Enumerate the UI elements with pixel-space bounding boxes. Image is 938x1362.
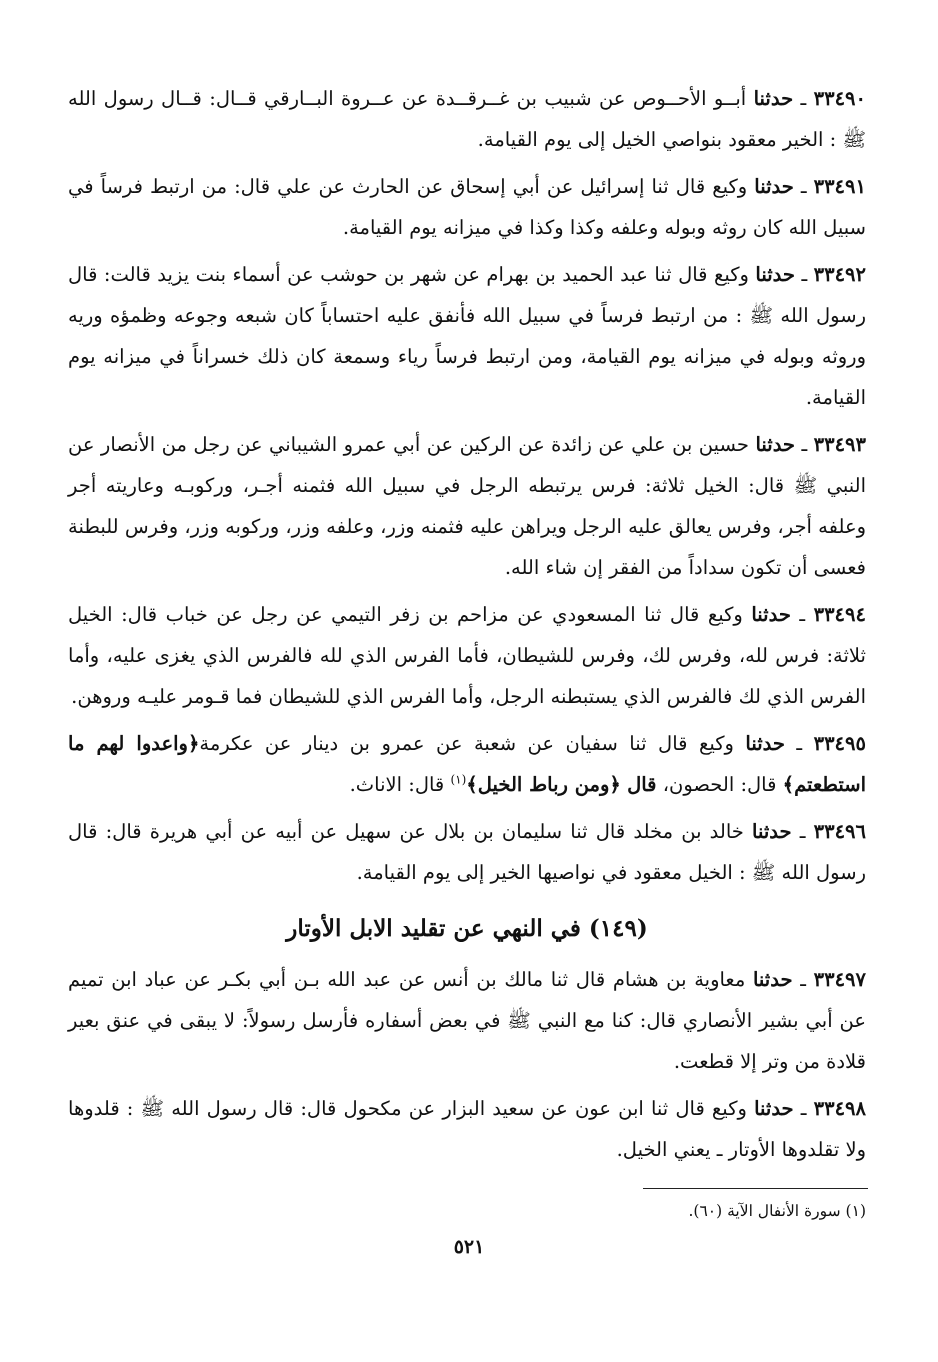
hadith-number: ٣٣٤٩٦ [813,820,866,843]
hadith-keyword: حدثنا [755,263,795,286]
hadith-33497: ٣٣٤٩٧ ـ حدثنا معاوية بن هشام قال ثنا مالك بن أنس عن عبد الله بـن أبي بكـر عن عباد ابن تميم عن أبي بشير الأنصاري قال: كنا مع النبي ﷺ في بعض أسفاره فأرسل رسولاً: لا يبقى في عنق بعير قلادة من وتر إلا قطعت. [68,968,866,1073]
hadith-33496: ٣٣٤٩٦ ـ حدثنا خالد بن مخلد قال ثنا سليمان بن بلال عن سهيل عن أبيه عن أبي هريرة قال: قال رسول الله ﷺ : الخيل معقود في نواصيها الخير إلى يوم القيامة. [68,820,866,884]
quran-verse: ﴿واعدوا لهم ما استطعتم﴾ [68,732,866,796]
hadith-keyword: حدثنا [752,820,792,843]
hadith-number: ٣٣٤٩٧ [813,968,866,991]
hadith-keyword: حدثنا [745,732,785,755]
hadith-keyword: حدثنا [754,1097,794,1120]
hadith-text: معاوية بن هشام قال ثنا مالك بن أنس عن عبد الله بـن أبي بكـر عن عباد ابن تميم عن أبي بشير الأنصاري قال: كنا مع النبي ﷺ في بعض أسفاره فأرسل رسولاً: لا يبقى في عنق بعير قلادة من وتر إلا قطعت. [68,968,866,1073]
chapter-title: (١٤٩) في النهي عن تقليد الابل الأوتار [286,915,648,942]
hadith-33494: ٣٣٤٩٤ ـ حدثنا وكيع قال ثنا المسعودي عن مزاحم بن زفر التيمي عن رجل عن خباب قال: الخيل ثلاثة: فرس لله، وفرس لك، وفرس للشيطان، فأما الفرس الذي لله فالفرس الذي يغزى عليه، وأما الفرس الذي لك فالفرس الذي يستبطنه الرجل، وأما الفرس الذي للشيطان فما قـومر عليـه وروهن. [68,603,866,708]
hadith-text: خالد بن مخلد قال ثنا سليمان بن بلال عن سهيل عن أبيه عن أبي هريرة قال: قال رسول الله ﷺ : الخيل معقود في نواصيها الخير إلى يوم القيامة. [68,820,866,884]
hadith-keyword: حدثنا [755,433,795,456]
hadith-number: ٣٣٤٩٢ [813,263,866,286]
hadith-number: ٣٣٤٩٣ [813,433,866,456]
hadith-number: ٣٣٤٩٨ [813,1097,866,1120]
page-number: ٥٢١ [453,1236,485,1258]
hadith-text: حسين بن علي عن زائدة عن الركين عن أبي عمرو الشيباني عن رجل من الأنصار عن النبي ﷺ قال: الخيل ثلاثة: فرس يرتبطه الرجل في سبيل الله فثمنه أجـر، وركوبـه وعاريته أجر وعلفه أجر، وفرس يعالق عليه الرجل ويراهن عليه فثمنه وزر، وعلفه وزر، وركوبه وزر، وفرس للبطنة فعسى أن تكون سداداً من الفقر إن شاء الله. [68,433,866,579]
hadith-keyword: حدثنا [751,603,791,626]
hadith-33492: ٣٣٤٩٢ ـ حدثنا وكيع قال ثنا عبد الحميد بن بهرام عن شهر بن حوشب عن أسماء بنت يزيد قالت: قال رسول الله ﷺ : من ارتبط فرساً في سبيل الله فأنفق عليه احتساباً كان شبعه وجوعه وظمؤه وريه وروثه وبوله في ميزانه يوم القيامة، ومن ارتبط فرساً رياء وسمعة كان ذلك خسراناً في ميزانه يوم القيامة. [68,263,866,409]
hadith-keyword: حدثنا [752,968,793,991]
hadith-text: وكيع قال ثنا ابن عون عن سعيد البزار عن مكحول قال: قال رسول الله ﷺ : قلدوها ولا تقلدوها الأوتار ـ يعني الخيل. [68,1097,866,1161]
page-body [68,78,866,1176]
hadith-number: ٣٣٤٩٠ [813,87,866,110]
hadith-text: أبــو الأحــوص عن شبيب بن غــرقــدة عن عــروة البــارقي قــال: قــال رسول الله ﷺ : الخير معقود بنواصي الخيل إلى يوم القيامة. [68,87,866,151]
hadith-number: ٣٣٤٩٤ [813,603,866,626]
hadith-33493: ٣٣٤٩٣ ـ حدثنا حسين بن علي عن زائدة عن الركين عن أبي عمرو الشيباني عن رجل من الأنصار عن النبي ﷺ قال: الخيل ثلاثة: فرس يرتبطه الرجل في سبيل الله فثمنه أجـر، وركوبـه وعاريته أجر وعلفه أجر، وفرس يعالق عليه الرجل ويراهن عليه فثمنه وزر، وعلفه وزر، وركوبه وزر، وفرس للبطنة فعسى أن تكون سداداً من الفقر إن شاء الله. [68,433,866,579]
hadith-text: قال: الحصون، [662,773,777,796]
footnote-reference[interactable]: (١) [450,772,467,787]
quran-verse: ﴿ومن رباط الخيل﴾ [466,773,621,796]
hadith-text: وكيع قال ثنا المسعودي عن مزاحم بن زفر التيمي عن رجل عن خباب قال: الخيل ثلاثة: فرس لله، وفرس لك، وفرس للشيطان، فأما الفرس الذي لله فالفرس الذي يغزى عليه، وأما الفرس الذي لك فالفرس الذي يستبطنه الرجل، وأما الفرس الذي للشيطان فما قـومر عليـه وروهن. [68,603,866,708]
footnote-divider [643,1188,868,1189]
hadith-text: قال [627,773,657,796]
footnote: (١) سورة الأنفال الآية (٦٠). [688,1202,866,1220]
hadith-number: ٣٣٤٩٥ [813,732,866,755]
hadith-keyword: حدثنا [753,87,794,110]
hadith-33498: ٣٣٤٩٨ ـ حدثنا وكيع قال ثنا ابن عون عن سعيد البزار عن مكحول قال: قال رسول الله ﷺ : قلدوها ولا تقلدوها الأوتار ـ يعني الخيل. [68,1097,866,1161]
hadith-text: وكيع قال ثنا سفيان عن شعبة عن عمرو بن دينار عن عكرمة [199,732,734,755]
hadith-33495: ٣٣٤٩٥ ـ حدثنا وكيع قال ثنا سفيان عن شعبة عن عمرو بن دينار عن عكرمة﴿واعدوا لهم ما استطعتم﴾ قال: الحصون، قال ﴿ومن رباط الخيل﴾$^{(١)}$ قال: الاناث. [68,732,866,796]
hadith-text: قال: الاناث. [349,773,445,796]
hadith-33490: ٣٣٤٩٠ ـ حدثنا أبــو الأحــوص عن شبيب بن غــرقــدة عن عــروة البــارقي قــال: قــال رسول الله ﷺ : الخير معقود بنواصي الخيل إلى يوم القيامة. [68,87,866,151]
hadith-text: وكيع قال ثنا عبد الحميد بن بهرام عن شهر بن حوشب عن أسماء بنت يزيد قالت: قال رسول الله ﷺ : من ارتبط فرساً في سبيل الله فأنفق عليه احتساباً كان شبعه وجوعه وظمؤه وريه وروثه وبوله في ميزانه يوم القيامة، ومن ارتبط فرساً رياء وسمعة كان ذلك خسراناً في ميزانه يوم القيامة. [68,263,866,409]
hadith-33491: ٣٣٤٩١ ـ حدثنا وكيع قال ثنا إسرائيل عن أبي إسحاق عن الحارث عن علي قال: من ارتبط فرساً في سبيل الله كان روثه وبوله وعلفه وكذا وكذا في ميزانه يوم القيامة. [68,175,866,239]
hadith-number: ٣٣٤٩١ [813,175,866,198]
hadith-keyword: حدثنا [754,175,794,198]
hadith-text: وكيع قال ثنا إسرائيل عن أبي إسحاق عن الحارث عن علي قال: من ارتبط فرساً في سبيل الله كان روثه وبوله وعلفه وكذا وكذا في ميزانه يوم القيامة. [68,175,866,239]
